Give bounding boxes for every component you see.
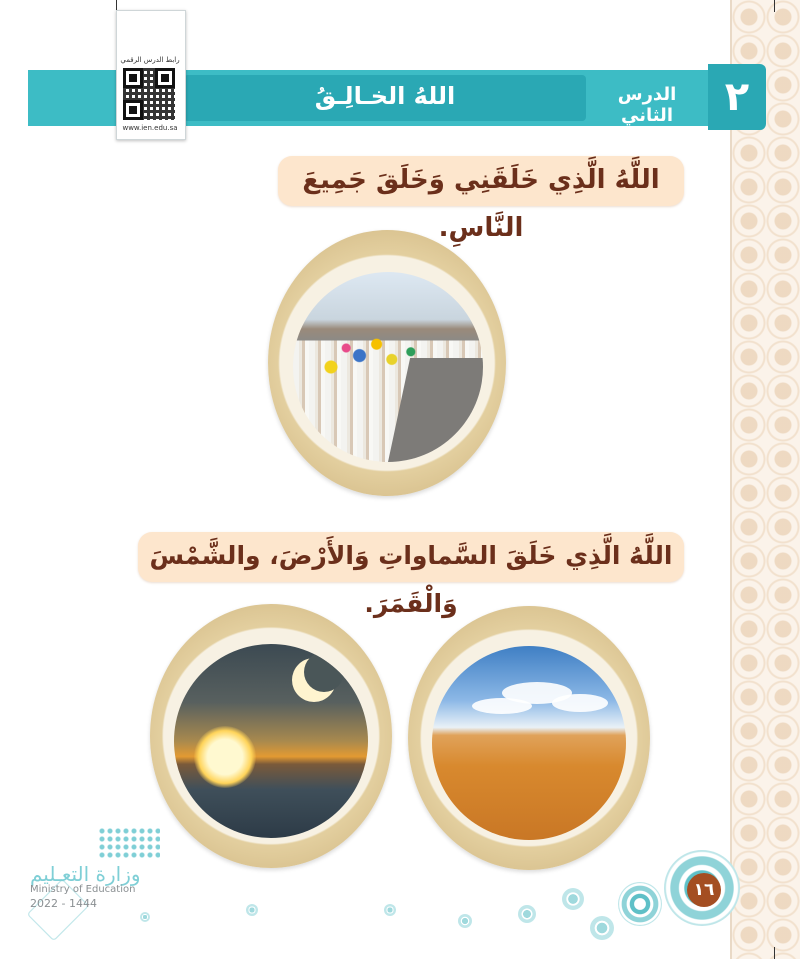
page-number-badge: ١٦ [687, 873, 721, 907]
moon-shadow-shape [304, 652, 344, 692]
crop-mark [774, 0, 775, 12]
qr-finder-icon [123, 100, 143, 120]
qr-finder-icon [123, 68, 143, 88]
desert-dunes-image [432, 646, 626, 840]
pilgrims-crowd-image [293, 272, 483, 462]
rosette-ornament-icon [246, 904, 258, 916]
sun-icon [194, 726, 256, 788]
rosette-ornament-icon [458, 914, 472, 928]
rosette-ornament-icon [562, 888, 584, 910]
qr-label: رابط الدرس الرقمي [120, 56, 180, 64]
side-divider-line [730, 0, 732, 959]
rosette-ornament-icon [518, 905, 536, 923]
rosette-ornament-icon [590, 916, 614, 940]
edition-year: 2022 - 1444 [30, 897, 97, 910]
side-ornament-pattern [732, 0, 800, 959]
ministry-name-english: Ministry of Education [30, 884, 136, 895]
rosette-ornament-icon [618, 882, 662, 926]
umbrellas-shape [293, 272, 483, 462]
rosette-ornament-icon [140, 912, 150, 922]
sentence-creation-of-people: اللَّهُ الَّذِي خَلَقَنِي وَخَلَقَ جَمِيعَ النَّاسِ. [278, 156, 684, 206]
ministry-name-arabic: وزارة التعـليم [30, 862, 141, 886]
sunset-moon-image [174, 644, 368, 838]
frame-ornament [408, 606, 650, 870]
rosette-ornament-icon [384, 904, 396, 916]
qr-url[interactable]: www.ien.edu.sa [122, 124, 178, 132]
cloud-shape [472, 698, 532, 714]
frame-ornament [150, 604, 392, 868]
sentence-creation-of-heavens: اللَّهُ الَّذِي خَلَقَ السَّماواتِ وَالأَرْضَ، والشَّمْسَ وَالْقَمَرَ. [138, 532, 684, 582]
qr-finder-icon [155, 68, 175, 88]
frame-ornament [268, 230, 506, 496]
lesson-number-badge: ٢ [708, 64, 766, 130]
ministry-logo-dots-icon [98, 827, 160, 859]
lesson-label: الدرس الثاني [617, 84, 677, 126]
cloud-shape [552, 694, 608, 712]
lesson-title: اللهُ الخـالِـقُ [314, 82, 456, 110]
crop-mark [774, 947, 775, 959]
